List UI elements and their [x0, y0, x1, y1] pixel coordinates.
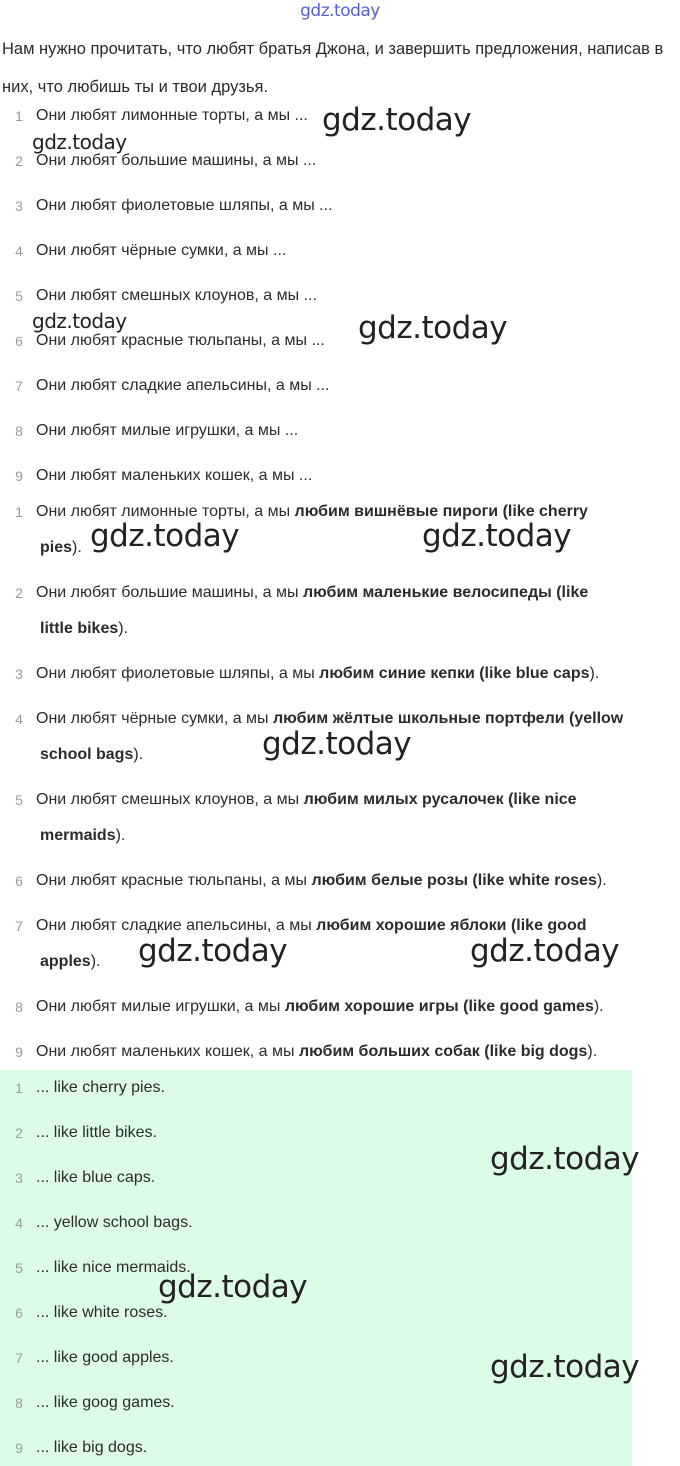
- watermark: gdz.today: [358, 310, 508, 346]
- english-text: ... like white roses.: [36, 1304, 168, 1321]
- answer-prefix: Они любят лимонные торты, а мы: [36, 503, 295, 520]
- answer-text: [36, 656, 676, 692]
- answer-suffix: ).: [72, 539, 82, 556]
- english-text: ... like little bikes.: [36, 1124, 157, 1141]
- item-number: 9: [15, 1044, 23, 1060]
- answer-prefix: Они любят большие машины, а мы: [36, 584, 303, 601]
- english-text: ... like good apples.: [36, 1349, 174, 1366]
- answer-suffix: ).: [118, 620, 129, 637]
- english-text: ... like big dogs.: [36, 1439, 148, 1456]
- item-number: 1: [15, 1080, 23, 1096]
- question-text: Они любят смешных клоунов, а мы ...: [36, 287, 317, 304]
- answer-bold: любим больших собак (like big dogs: [298, 1043, 588, 1060]
- answer-bold: любим синие кепки (like blue caps: [319, 665, 590, 682]
- answer-bold-continued: apples: [40, 953, 91, 970]
- item-number: 5: [15, 1260, 23, 1276]
- answer-bold: любим вишнёвые пироги (like cherry: [294, 503, 588, 520]
- item-number: 9: [15, 468, 23, 484]
- english-text: ... like nice mermaids.: [36, 1259, 191, 1276]
- watermark: gdz.today: [158, 1269, 308, 1305]
- watermark: gdz.today: [470, 933, 620, 969]
- question-text: Они любят маленьких кошек, а мы ...: [36, 467, 313, 484]
- item-number: 4: [15, 1215, 23, 1231]
- watermark: gdz.today: [90, 518, 240, 554]
- english-text: ... like goog games.: [36, 1394, 175, 1411]
- english-text: ... like cherry pies.: [36, 1079, 165, 1096]
- answer-bold: любим хорошие игры (like good games: [284, 998, 594, 1015]
- item-number: 1: [15, 108, 23, 124]
- item-number: 7: [15, 378, 23, 394]
- answer-suffix: ).: [596, 872, 607, 889]
- answer-suffix: ).: [133, 746, 144, 763]
- item-number: 3: [15, 1170, 23, 1186]
- answer-bold-continued: little bikes: [40, 620, 119, 637]
- question-text: Они любят чёрные сумки, а мы ...: [36, 242, 287, 259]
- item-number: 1: [15, 504, 23, 520]
- watermark: gdz.today: [138, 933, 288, 969]
- question-text: Они любят фиолетовые шляпы, а мы ...: [36, 197, 333, 214]
- watermark: gdz.today: [32, 130, 127, 154]
- answer-bold: любим жёлтые школьные портфели (yellow: [273, 710, 624, 727]
- answer-text: [36, 782, 676, 854]
- answer-text: [36, 989, 676, 1025]
- item-number: 5: [15, 792, 23, 808]
- answer-prefix: Они любят фиолетовые шляпы, а мы: [36, 665, 320, 682]
- item-number: 2: [15, 585, 23, 601]
- item-number: 4: [15, 711, 23, 727]
- watermark: gdz.today: [32, 309, 127, 333]
- question-text: Они любят милые игрушки, а мы ...: [36, 422, 299, 439]
- answer-suffix: ).: [90, 953, 101, 970]
- answer-prefix: Они любят красные тюльпаны, а мы: [36, 872, 312, 889]
- answer-bold-continued: school bags: [40, 746, 134, 763]
- watermark: gdz.today: [262, 726, 412, 762]
- item-number: 6: [15, 333, 23, 349]
- answer-suffix: ).: [589, 665, 600, 682]
- site-header-watermark: gdz.today: [300, 1, 380, 21]
- question-text: Они любят большие машины, а мы ...: [36, 152, 317, 169]
- item-number: 3: [15, 198, 23, 214]
- watermark: gdz.today: [322, 102, 472, 138]
- item-number: 2: [15, 1125, 23, 1141]
- item-number: 6: [15, 1305, 23, 1321]
- answer-bold: любим хорошие яблоки (like good: [316, 917, 587, 934]
- question-text: Они любят сладкие апельсины, а мы ...: [36, 377, 330, 394]
- answer-bold-continued: mermaids: [40, 827, 116, 844]
- english-text: ... like blue caps.: [36, 1169, 156, 1186]
- answer-prefix: Они любят маленьких кошек, а мы: [36, 1043, 299, 1060]
- question-text: Они любят красные тюльпаны, а мы ...: [36, 332, 325, 349]
- item-number: 8: [15, 1395, 23, 1411]
- answer-suffix: ).: [115, 827, 126, 844]
- item-number: 6: [15, 873, 23, 889]
- answer-bold-continued: pies: [40, 539, 73, 556]
- watermark: gdz.today: [422, 518, 572, 554]
- item-number: 8: [15, 423, 23, 439]
- answer-prefix: Они любят чёрные сумки, а мы: [36, 710, 273, 727]
- intro-text: Нам нужно прочитать, что любят братья Джона, и завершить предложения, написав в них, что любишь ты и твои друзья.: [2, 40, 664, 96]
- answer-text: [36, 575, 676, 647]
- answer-bold: любим милых русалочек (like nice: [303, 791, 577, 808]
- item-number: 9: [15, 1440, 23, 1456]
- answer-suffix: ).: [593, 998, 604, 1015]
- item-number: 8: [15, 999, 23, 1015]
- item-number: 7: [15, 918, 23, 934]
- answer-prefix: Они любят сладкие апельсины, а мы: [36, 917, 317, 934]
- answer-bold: любим белые розы (like white roses: [311, 872, 597, 889]
- item-number: 3: [15, 666, 23, 682]
- question-text: Они любят лимонные торты, а мы ...: [36, 107, 308, 124]
- item-number: 4: [15, 243, 23, 259]
- item-number: 5: [15, 288, 23, 304]
- answer-bold: любим маленькие велосипеды (like: [302, 584, 589, 601]
- item-number: 7: [15, 1350, 23, 1366]
- item-number: 2: [15, 153, 23, 169]
- watermark: gdz.today: [490, 1349, 640, 1385]
- answer-suffix: ).: [587, 1043, 598, 1060]
- answer-prefix: Они любят смешных клоунов, а мы: [36, 791, 304, 808]
- answer-text: [36, 863, 676, 899]
- watermark: gdz.today: [490, 1141, 640, 1177]
- answer-prefix: Они любят милые игрушки, а мы: [36, 998, 285, 1015]
- english-text: ... yellow school bags.: [36, 1214, 193, 1231]
- answer-text: [36, 1034, 676, 1070]
